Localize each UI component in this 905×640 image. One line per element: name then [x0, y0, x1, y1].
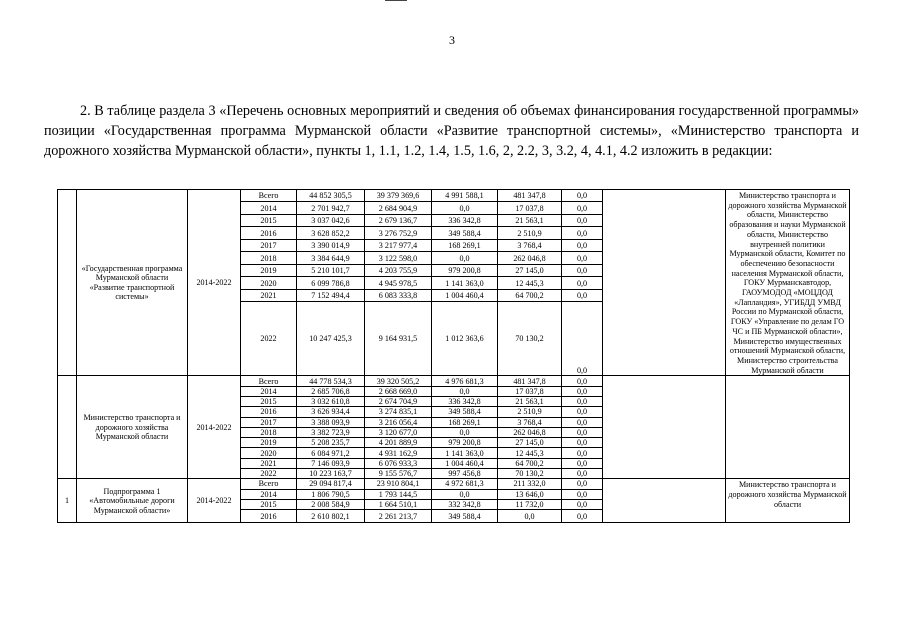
total-cell: 3 384 644,9 [297, 252, 365, 264]
implementation-period: 2014-2022 [188, 376, 241, 479]
table-row [58, 479, 850, 489]
other-sources-cell: 0,0 [562, 252, 603, 264]
local-budget-cell: 21 563,1 [498, 396, 562, 406]
regional-budget-cell: 4 201 889,9 [365, 438, 432, 448]
federal-budget-cell: 349 588,4 [432, 227, 498, 239]
indicator-cell [603, 190, 726, 376]
responsible-executors [726, 376, 850, 479]
year-cell: 2015 [241, 396, 297, 406]
total-cell: 7 146 093,9 [297, 458, 365, 468]
total-cell: 7 152 494,4 [297, 289, 365, 301]
local-budget-cell: 70 130,2 [498, 469, 562, 479]
local-budget-cell: 2 510,9 [498, 227, 562, 239]
local-budget-cell: 211 332,0 [498, 479, 562, 489]
year-cell: 2016 [241, 407, 297, 417]
federal-budget-cell: 4 991 588,1 [432, 190, 498, 202]
local-budget-cell: 64 700,2 [498, 289, 562, 301]
local-budget-cell: 481 347,8 [498, 376, 562, 386]
year-cell: 2022 [241, 302, 297, 376]
other-sources-cell: 0,0 [562, 469, 603, 479]
federal-budget-cell: 0,0 [432, 386, 498, 396]
year-cell: 2018 [241, 252, 297, 264]
other-sources-cell: 0,0 [562, 289, 603, 301]
year-cell: 2021 [241, 289, 297, 301]
federal-budget-cell: 168 269,1 [432, 417, 498, 427]
regional-budget-cell: 3 217 977,4 [365, 239, 432, 251]
total-cell: 10 247 425,3 [297, 302, 365, 376]
other-sources-cell: 0,0 [562, 227, 603, 239]
table-row [58, 190, 850, 202]
federal-budget-cell: 997 456,8 [432, 469, 498, 479]
local-budget-cell: 11 732,0 [498, 499, 562, 509]
regional-budget-cell: 9 164 931,5 [365, 302, 432, 376]
total-cell: 10 223 163,7 [297, 469, 365, 479]
regional-budget-cell: 1 793 144,5 [365, 489, 432, 499]
federal-budget-cell: 4 976 681,3 [432, 376, 498, 386]
other-sources-cell: 0,0 [562, 458, 603, 468]
year-cell: 2020 [241, 448, 297, 458]
other-sources-cell: 0,0 [562, 396, 603, 406]
total-cell: 29 094 817,4 [297, 479, 365, 489]
paragraph-text: 2. В таблице раздела 3 «Перечень основных мероприятий и сведения об объемах финансирования государственной программы» позиции «Государственная программа Мурманской области «Развитие транспортной системы», «Министерство транспорта и дорожного хозяйства Мурманской области», пункты 1, 1.1, 1.2, 1.4, 1.5, 1.6, 2, 2.2, 3, 3.2, 4, 4.1, 4.2 изложить в редакции: [44, 103, 859, 159]
federal-budget-cell: 979 200,8 [432, 264, 498, 276]
total-cell: 1 806 790,5 [297, 489, 365, 499]
other-sources-cell: 0,0 [562, 239, 603, 251]
local-budget-cell: 0,0 [498, 510, 562, 523]
responsible-executors: Министерство транспорта и дорожного хозяйства Мурманской области [726, 479, 850, 523]
total-cell: 44 852 305,5 [297, 190, 365, 202]
total-cell: 2 701 942,7 [297, 202, 365, 214]
local-budget-cell: 27 145,0 [498, 438, 562, 448]
implementation-period: 2014-2022 [188, 479, 241, 523]
item-number [58, 190, 77, 376]
other-sources-cell: 0,0 [562, 214, 603, 226]
other-sources-cell: 0,0 [562, 202, 603, 214]
year-cell: Всего [241, 479, 297, 489]
year-cell: 2015 [241, 499, 297, 509]
total-cell: 3 037 042,6 [297, 214, 365, 226]
federal-budget-cell: 1 012 363,6 [432, 302, 498, 376]
other-sources-cell: 0,0 [562, 302, 603, 376]
other-sources-cell: 0,0 [562, 277, 603, 289]
federal-budget-cell: 1 004 460,4 [432, 458, 498, 468]
total-cell: 3 390 014,9 [297, 239, 365, 251]
amendment-paragraph [44, 101, 859, 161]
regional-budget-cell: 2 668 669,0 [365, 386, 432, 396]
federal-budget-cell: 336 342,8 [432, 214, 498, 226]
regional-budget-cell: 1 664 510,1 [365, 499, 432, 509]
other-sources-cell: 0,0 [562, 407, 603, 417]
regional-budget-cell: 23 910 804,1 [365, 479, 432, 489]
federal-budget-cell: 1 141 363,0 [432, 448, 498, 458]
local-budget-cell: 21 563,1 [498, 214, 562, 226]
regional-budget-cell: 4 945 978,5 [365, 277, 432, 289]
item-name: «Государственная программа Мурманской области «Развитие транспортной системы» [77, 190, 188, 376]
year-cell: 2018 [241, 427, 297, 437]
total-cell: 5 210 101,7 [297, 264, 365, 276]
year-cell: 2016 [241, 510, 297, 523]
local-budget-cell: 17 037,8 [498, 202, 562, 214]
regional-budget-cell: 4 931 162,9 [365, 448, 432, 458]
year-cell: 2019 [241, 264, 297, 276]
federal-budget-cell: 1 004 460,4 [432, 289, 498, 301]
federal-budget-cell: 349 588,4 [432, 407, 498, 417]
total-cell: 5 208 235,7 [297, 438, 365, 448]
regional-budget-cell: 2 674 704,9 [365, 396, 432, 406]
other-sources-cell: 0,0 [562, 438, 603, 448]
year-cell: 2014 [241, 489, 297, 499]
indicator-cell [603, 479, 726, 523]
item-number [58, 376, 77, 479]
regional-budget-cell: 3 120 677,0 [365, 427, 432, 437]
local-budget-cell: 2 510,9 [498, 407, 562, 417]
local-budget-cell: 70 130,2 [498, 302, 562, 376]
federal-budget-cell: 332 342,8 [432, 499, 498, 509]
other-sources-cell: 0,0 [562, 479, 603, 489]
responsible-executors: Министерство транспорта и дорожного хозяйства Мурманской области, Министерство образования и науки Мурманской области, Министерство внутренней политики Мурманской области, Комитет по обеспечению безопасности населения Мурманской области, ГОКУ Мурманскавтодор, ГАОУМОДОД «МОЦДОД «Лапландия», УГИБДД УМВД России по Мурманской области, ГОКУ «Управление по делам ГО ЧС и ПБ Мурманской области», Министерство имущественных отношений Мурманской области, Министерство строительства Мурманской области [726, 190, 850, 376]
local-budget-cell: 262 046,8 [498, 427, 562, 437]
year-cell: 2014 [241, 386, 297, 396]
regional-budget-cell: 39 320 505,2 [365, 376, 432, 386]
federal-budget-cell: 0,0 [432, 202, 498, 214]
regional-budget-cell: 6 083 333,8 [365, 289, 432, 301]
other-sources-cell: 0,0 [562, 427, 603, 437]
regional-budget-cell: 3 274 835,1 [365, 407, 432, 417]
federal-budget-cell: 0,0 [432, 427, 498, 437]
other-sources-cell: 0,0 [562, 386, 603, 396]
regional-budget-cell: 2 261 213,7 [365, 510, 432, 523]
other-sources-cell: 0,0 [562, 510, 603, 523]
year-cell: Всего [241, 376, 297, 386]
regional-budget-cell: 3 122 598,0 [365, 252, 432, 264]
other-sources-cell: 0,0 [562, 499, 603, 509]
item-name: Подпрограмма 1 «Автомобильные дороги Мурманской области» [77, 479, 188, 523]
local-budget-cell: 17 037,8 [498, 386, 562, 396]
year-cell: 2021 [241, 458, 297, 468]
year-cell: Всего [241, 190, 297, 202]
financing-table [57, 189, 850, 523]
total-cell: 44 778 534,3 [297, 376, 365, 386]
total-cell: 3 388 093,9 [297, 417, 365, 427]
local-budget-cell: 262 046,8 [498, 252, 562, 264]
other-sources-cell: 0,0 [562, 489, 603, 499]
regional-budget-cell: 39 379 369,6 [365, 190, 432, 202]
year-cell: 2016 [241, 227, 297, 239]
total-cell: 3 382 723,9 [297, 427, 365, 437]
local-budget-cell: 13 646,0 [498, 489, 562, 499]
item-number: 1 [58, 479, 77, 523]
other-sources-cell: 0,0 [562, 448, 603, 458]
federal-budget-cell: 979 200,8 [432, 438, 498, 448]
local-budget-cell: 12 445,3 [498, 448, 562, 458]
federal-budget-cell: 0,0 [432, 252, 498, 264]
year-cell: 2019 [241, 438, 297, 448]
other-sources-cell: 0,0 [562, 190, 603, 202]
federal-budget-cell: 4 972 681,3 [432, 479, 498, 489]
total-cell: 3 032 610,8 [297, 396, 365, 406]
regional-budget-cell: 4 203 755,9 [365, 264, 432, 276]
federal-budget-cell: 168 269,1 [432, 239, 498, 251]
local-budget-cell: 3 768,4 [498, 417, 562, 427]
other-sources-cell: 0,0 [562, 264, 603, 276]
total-cell: 6 084 971,2 [297, 448, 365, 458]
implementation-period: 2014-2022 [188, 190, 241, 376]
year-cell: 2017 [241, 417, 297, 427]
header-rule [385, 0, 407, 1]
federal-budget-cell: 336 342,8 [432, 396, 498, 406]
local-budget-cell: 3 768,4 [498, 239, 562, 251]
local-budget-cell: 64 700,2 [498, 458, 562, 468]
total-cell: 6 099 786,8 [297, 277, 365, 289]
total-cell: 2 610 802,1 [297, 510, 365, 523]
year-cell: 2017 [241, 239, 297, 251]
other-sources-cell: 0,0 [562, 376, 603, 386]
year-cell: 2014 [241, 202, 297, 214]
federal-budget-cell: 349 588,4 [432, 510, 498, 523]
total-cell: 2 008 584,9 [297, 499, 365, 509]
table-row [58, 376, 850, 386]
year-cell: 2020 [241, 277, 297, 289]
regional-budget-cell: 2 679 136,7 [365, 214, 432, 226]
year-cell: 2015 [241, 214, 297, 226]
item-name: Министерство транспорта и дорожного хозяйства Мурманской области [77, 376, 188, 479]
local-budget-cell: 12 445,3 [498, 277, 562, 289]
regional-budget-cell: 3 276 752,9 [365, 227, 432, 239]
local-budget-cell: 481 347,8 [498, 190, 562, 202]
regional-budget-cell: 9 155 576,7 [365, 469, 432, 479]
federal-budget-cell: 0,0 [432, 489, 498, 499]
regional-budget-cell: 6 076 933,3 [365, 458, 432, 468]
regional-budget-cell: 2 684 904,9 [365, 202, 432, 214]
year-cell: 2022 [241, 469, 297, 479]
local-budget-cell: 27 145,0 [498, 264, 562, 276]
total-cell: 2 685 706,8 [297, 386, 365, 396]
other-sources-cell: 0,0 [562, 417, 603, 427]
federal-budget-cell: 1 141 363,0 [432, 277, 498, 289]
regional-budget-cell: 3 216 056,4 [365, 417, 432, 427]
total-cell: 3 626 934,4 [297, 407, 365, 417]
indicator-cell [603, 376, 726, 479]
total-cell: 3 628 852,2 [297, 227, 365, 239]
page-number: 3 [449, 33, 455, 47]
